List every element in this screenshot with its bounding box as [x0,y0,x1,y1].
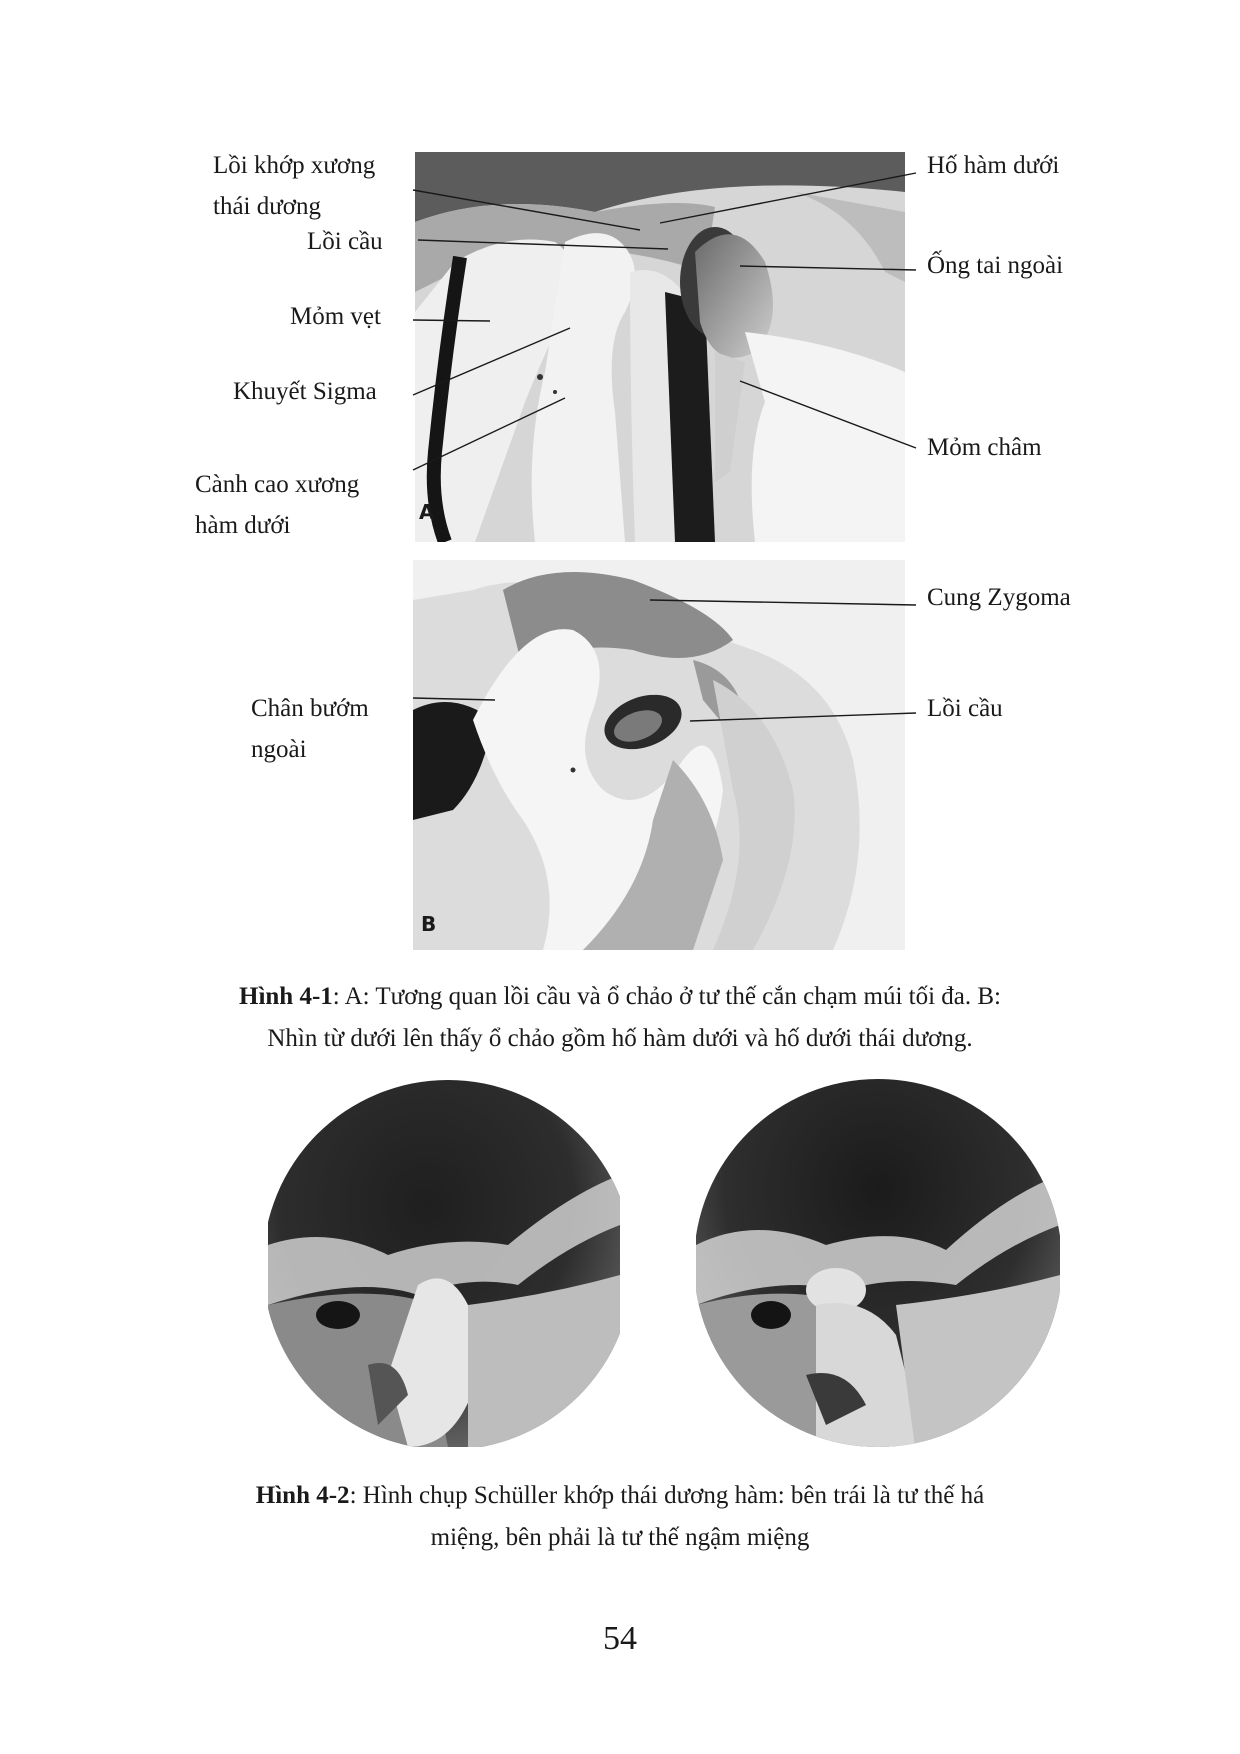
page-number: 54 [603,1620,637,1657]
label-loi-khop-xuong-thai-duong: Lồi khớp xương thái dương [213,152,376,220]
figure-4-2-xray-open-mouth [268,1075,620,1447]
figure-4-1-caption-line-2: Nhìn từ dưới lên thấy ổ chảo gồm hố hàm dưới và hố dưới thái dương. [267,1025,973,1052]
label-ong-tai-ngoai: Ống tai ngoài [927,252,1064,279]
figure-4-1-caption-line-1: Hình 4-1: A: Tương quan lồi cầu và ổ chảo ở tư thế cắn chạm múi tối đa. B: [239,983,1001,1010]
skull-inferior-illustration [413,560,905,950]
figure-4-2-xray-closed-mouth [696,1075,1060,1455]
figure-4-1-panel-a-photo [415,152,905,542]
label-chan-buom-ngoai: Chân bướm ngoài [251,695,369,763]
label-ho-ham-duoi: Hố hàm dưới [927,152,1060,179]
panel-b-letter: B [421,912,437,936]
figure-4-1-caption-label: Hình 4-1 [239,983,333,1010]
label-khuyet-sigma: Khuyết Sigma [233,378,377,405]
panel-a-letter: A [419,500,435,524]
figure-4-2-caption-label: Hình 4-2 [255,1482,350,1509]
label-canh-cao-xuong-ham-duoi: Cành cao xương hàm dưới [195,471,360,539]
label-mom-vet: Mỏm vẹt [290,303,381,330]
figure-4-1-caption [0,976,1240,1060]
xray-left-illustration [268,1075,620,1447]
skull-lateral-illustration [415,152,905,542]
xray-right-illustration [696,1075,1060,1455]
figure-4-2-caption [0,1475,1240,1559]
label-mom-cham: Mỏm châm [927,434,1042,461]
label-cung-zygoma: Cung Zygoma [927,584,1071,611]
figure-4-1-panel-b-photo [413,560,905,950]
figure-4-2-caption-line-2: miệng, bên phải là tư thế ngậm miệng [430,1524,810,1551]
label-loi-cau-b: Lồi cầu [927,695,1003,722]
label-loi-cau-a: Lồi cầu [307,228,383,255]
figure-4-2-caption-line-1: Hình 4-2: Hình chụp Schüller khớp thái dương hàm: bên trái là tư thế há [255,1482,985,1509]
